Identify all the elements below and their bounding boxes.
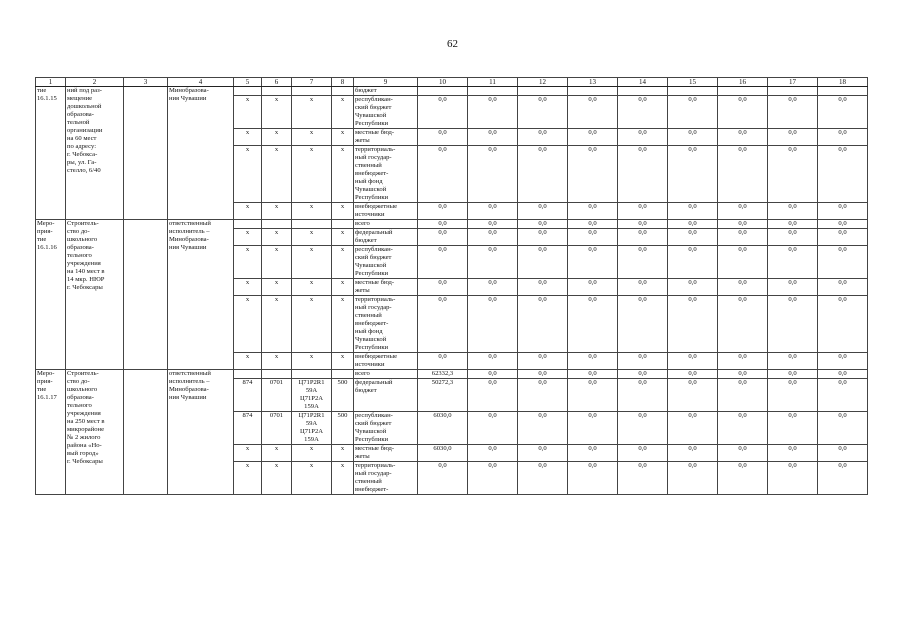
col-header: 16 — [718, 78, 768, 87]
amount-cell: 0,0 — [668, 246, 718, 279]
amount-cell: 0,0 — [768, 279, 818, 296]
amount-cell: 6030,0 — [418, 412, 468, 445]
section-code-cell: 0701 — [262, 379, 292, 412]
col-header: 6 — [262, 78, 292, 87]
amount-cell: 0,0 — [768, 229, 818, 246]
amount-cell: 0,0 — [518, 229, 568, 246]
amount-cell: 0,0 — [468, 379, 518, 412]
expense-type-cell — [332, 370, 354, 379]
expense-type-cell — [332, 87, 354, 96]
amount-cell — [568, 87, 618, 96]
amount-cell: 0,0 — [518, 96, 568, 129]
funding-source-cell: республикан- ский бюджет Чувашской Республики — [354, 246, 418, 279]
table-row — [36, 87, 868, 96]
amount-cell: 0,0 — [618, 246, 668, 279]
grbs-code-cell: х — [234, 353, 262, 370]
amount-cell: 0,0 — [668, 296, 718, 353]
funding-source-cell: республикан- ский бюджет Чувашской Республики — [354, 96, 418, 129]
amount-cell: 0,0 — [668, 353, 718, 370]
goal-cell — [124, 370, 168, 495]
expense-type-cell — [332, 220, 354, 229]
amount-cell: 0,0 — [418, 203, 468, 220]
table-body — [36, 78, 868, 495]
amount-cell: 0,0 — [718, 370, 768, 379]
amount-cell: 0,0 — [818, 279, 868, 296]
amount-cell: 0,0 — [518, 203, 568, 220]
grbs-code-cell: х — [234, 129, 262, 146]
amount-cell: 0,0 — [818, 246, 868, 279]
amount-cell: 0,0 — [518, 353, 568, 370]
amount-cell: 0,0 — [718, 462, 768, 495]
amount-cell: 0,0 — [568, 220, 618, 229]
amount-cell: 0,0 — [618, 203, 668, 220]
col-header: 12 — [518, 78, 568, 87]
amount-cell: 0,0 — [718, 379, 768, 412]
amount-cell: 0,0 — [468, 220, 518, 229]
grbs-code-cell: х — [234, 96, 262, 129]
amount-cell: 0,0 — [768, 412, 818, 445]
event-name-cell: Строитель- ство до- школьного образова- тельного учреждения на 140 мест в 14 мкр. НЮР г. Чебоксары — [66, 220, 124, 370]
amount-cell: 0,0 — [718, 220, 768, 229]
amount-cell: 0,0 — [618, 379, 668, 412]
grbs-code-cell: 874 — [234, 379, 262, 412]
amount-cell: 0,0 — [468, 96, 518, 129]
amount-cell: 0,0 — [568, 379, 618, 412]
grbs-code-cell: х — [234, 203, 262, 220]
funding-source-cell: территориаль- ный государ- ственный внебюджет- ный фонд Чувашской Республики — [354, 146, 418, 203]
col-header: 8 — [332, 78, 354, 87]
funding-source-cell: республикан- ский бюджет Чувашской Республики — [354, 412, 418, 445]
amount-cell: 0,0 — [668, 220, 718, 229]
amount-cell: 0,0 — [668, 129, 718, 146]
amount-cell: 0,0 — [568, 129, 618, 146]
funding-source-cell: местные бюд- жеты — [354, 279, 418, 296]
event-id-cell: тие 16.1.15 — [36, 87, 66, 220]
section-code-cell — [262, 87, 292, 96]
amount-cell: 0,0 — [518, 146, 568, 203]
amount-cell: 0,0 — [618, 129, 668, 146]
amount-cell: 0,0 — [818, 203, 868, 220]
target-article-cell: х — [292, 229, 332, 246]
amount-cell: 0,0 — [768, 129, 818, 146]
grbs-code-cell — [234, 220, 262, 229]
funding-source-cell: местные бюд- жеты — [354, 129, 418, 146]
funding-source-cell: местные бюд- жеты — [354, 445, 418, 462]
amount-cell: 0,0 — [768, 296, 818, 353]
col-header: 7 — [292, 78, 332, 87]
amount-cell — [668, 87, 718, 96]
grbs-code-cell: х — [234, 146, 262, 203]
amount-cell: 0,0 — [718, 296, 768, 353]
executor-cell: ответственный исполнитель – Минобразова- ния Чувашии — [168, 370, 234, 495]
amount-cell: 0,0 — [618, 353, 668, 370]
amount-cell: 0,0 — [618, 229, 668, 246]
amount-cell: 6030,0 — [418, 445, 468, 462]
target-article-cell — [292, 370, 332, 379]
grbs-code-cell — [234, 370, 262, 379]
executor-cell: Минобразова- ния Чувашии — [168, 87, 234, 220]
budget-table — [35, 77, 868, 495]
column-number-row — [36, 78, 868, 87]
funding-source-cell: федеральный бюджет — [354, 379, 418, 412]
amount-cell: 0,0 — [568, 246, 618, 279]
section-code-cell: х — [262, 129, 292, 146]
amount-cell: 0,0 — [518, 370, 568, 379]
col-header: 15 — [668, 78, 718, 87]
expense-type-cell: х — [332, 146, 354, 203]
expense-type-cell: 500 — [332, 412, 354, 445]
amount-cell: 0,0 — [568, 146, 618, 203]
target-article-cell: х — [292, 146, 332, 203]
amount-cell: 0,0 — [518, 379, 568, 412]
amount-cell: 0,0 — [618, 462, 668, 495]
target-article-cell: х — [292, 296, 332, 353]
amount-cell — [468, 87, 518, 96]
col-header: 9 — [354, 78, 418, 87]
grbs-code-cell: х — [234, 462, 262, 495]
section-code-cell: х — [262, 353, 292, 370]
amount-cell — [768, 87, 818, 96]
col-header: 14 — [618, 78, 668, 87]
amount-cell: 0,0 — [818, 146, 868, 203]
amount-cell: 0,0 — [468, 412, 518, 445]
amount-cell: 0,0 — [518, 462, 568, 495]
amount-cell: 0,0 — [818, 379, 868, 412]
target-article-cell: х — [292, 445, 332, 462]
amount-cell: 0,0 — [668, 203, 718, 220]
grbs-code-cell: 874 — [234, 412, 262, 445]
amount-cell: 0,0 — [818, 296, 868, 353]
section-code-cell: х — [262, 462, 292, 495]
amount-cell: 0,0 — [418, 296, 468, 353]
event-name-cell: ний под раз- мещение дошкольной образова- тельной организации на 60 мест по адресу: г. Чебокса- ры, ул. Га- стелло, 6/40 — [66, 87, 124, 220]
grbs-code-cell: х — [234, 246, 262, 279]
amount-cell: 0,0 — [618, 279, 668, 296]
amount-cell: 0,0 — [818, 462, 868, 495]
amount-cell: 0,0 — [568, 462, 618, 495]
amount-cell: 0,0 — [468, 445, 518, 462]
amount-cell: 50272,3 — [418, 379, 468, 412]
expense-type-cell: х — [332, 96, 354, 129]
amount-cell: 0,0 — [718, 412, 768, 445]
amount-cell: 0,0 — [618, 370, 668, 379]
amount-cell: 0,0 — [668, 462, 718, 495]
amount-cell: 0,0 — [818, 229, 868, 246]
amount-cell: 0,0 — [568, 96, 618, 129]
expense-type-cell: х — [332, 462, 354, 495]
amount-cell: 0,0 — [718, 96, 768, 129]
target-article-cell: х — [292, 462, 332, 495]
amount-cell: 0,0 — [468, 353, 518, 370]
target-article-cell — [292, 220, 332, 229]
col-header: 18 — [818, 78, 868, 87]
funding-source-cell: всего — [354, 220, 418, 229]
funding-source-cell: бюджет — [354, 87, 418, 96]
amount-cell: 0,0 — [618, 445, 668, 462]
amount-cell: 0,0 — [668, 146, 718, 203]
target-article-cell: х — [292, 96, 332, 129]
amount-cell: 0,0 — [618, 296, 668, 353]
amount-cell: 0,0 — [468, 203, 518, 220]
amount-cell: 0,0 — [568, 370, 618, 379]
amount-cell: 0,0 — [468, 246, 518, 279]
amount-cell: 0,0 — [568, 412, 618, 445]
amount-cell: 0,0 — [518, 412, 568, 445]
amount-cell — [518, 87, 568, 96]
amount-cell: 0,0 — [468, 462, 518, 495]
target-article-cell: х — [292, 246, 332, 279]
amount-cell: 0,0 — [768, 379, 818, 412]
amount-cell: 0,0 — [818, 129, 868, 146]
amount-cell: 0,0 — [418, 229, 468, 246]
target-article-cell: Ц71Р2R1 59А Ц71Р2А 159А — [292, 379, 332, 412]
amount-cell: 0,0 — [818, 353, 868, 370]
amount-cell: 0,0 — [518, 445, 568, 462]
grbs-code-cell: х — [234, 229, 262, 246]
expense-type-cell: х — [332, 353, 354, 370]
amount-cell: 0,0 — [818, 412, 868, 445]
amount-cell: 0,0 — [768, 203, 818, 220]
amount-cell: 0,0 — [518, 220, 568, 229]
section-code-cell: х — [262, 96, 292, 129]
col-header: 10 — [418, 78, 468, 87]
funding-source-cell: всего — [354, 370, 418, 379]
amount-cell: 0,0 — [468, 146, 518, 203]
col-header: 1 — [36, 78, 66, 87]
amount-cell: 0,0 — [618, 412, 668, 445]
amount-cell: 0,0 — [668, 379, 718, 412]
expense-type-cell: х — [332, 203, 354, 220]
amount-cell: 0,0 — [518, 246, 568, 279]
table-row — [36, 220, 868, 229]
amount-cell: 0,0 — [768, 445, 818, 462]
amount-cell: 0,0 — [768, 370, 818, 379]
amount-cell: 0,0 — [518, 129, 568, 146]
amount-cell: 0,0 — [418, 462, 468, 495]
section-code-cell: х — [262, 279, 292, 296]
target-article-cell: Ц71Р2R1 59А Ц71Р2А 159А — [292, 412, 332, 445]
amount-cell: 0,0 — [818, 370, 868, 379]
amount-cell: 0,0 — [418, 279, 468, 296]
amount-cell: 0,0 — [718, 203, 768, 220]
amount-cell: 0,0 — [768, 246, 818, 279]
amount-cell — [418, 87, 468, 96]
executor-cell: ответственный исполнитель – Минобразова- ния Чувашии — [168, 220, 234, 370]
expense-type-cell: х — [332, 445, 354, 462]
amount-cell: 0,0 — [468, 129, 518, 146]
section-code-cell — [262, 220, 292, 229]
section-code-cell: 0701 — [262, 412, 292, 445]
amount-cell: 0,0 — [668, 370, 718, 379]
amount-cell: 0,0 — [718, 146, 768, 203]
amount-cell: 0,0 — [568, 279, 618, 296]
amount-cell: 0,0 — [718, 129, 768, 146]
goal-cell — [124, 220, 168, 370]
event-name-cell: Строитель- ство до- школьного образова- тельного учреждения на 250 мест в микрорайоне № 2 жилого района «Но- вый город» г. Чебоксары — [66, 370, 124, 495]
amount-cell: 0,0 — [568, 229, 618, 246]
amount-cell: 0,0 — [768, 220, 818, 229]
funding-source-cell: внебюджетные источники — [354, 203, 418, 220]
amount-cell — [718, 87, 768, 96]
amount-cell — [818, 87, 868, 96]
section-code-cell: х — [262, 229, 292, 246]
amount-cell: 0,0 — [568, 203, 618, 220]
col-header: 2 — [66, 78, 124, 87]
amount-cell: 0,0 — [768, 96, 818, 129]
expense-type-cell: х — [332, 129, 354, 146]
amount-cell: 0,0 — [618, 96, 668, 129]
section-code-cell — [262, 370, 292, 379]
section-code-cell: х — [262, 246, 292, 279]
amount-cell: 0,0 — [618, 220, 668, 229]
col-header: 3 — [124, 78, 168, 87]
target-article-cell: х — [292, 353, 332, 370]
amount-cell: 0,0 — [468, 296, 518, 353]
amount-cell: 0,0 — [418, 246, 468, 279]
table-row — [36, 370, 868, 379]
col-header: 4 — [168, 78, 234, 87]
section-code-cell: х — [262, 296, 292, 353]
page-number: 62 — [447, 38, 458, 50]
expense-type-cell: х — [332, 246, 354, 279]
event-id-cell: Меро- прия- тие 16.1.17 — [36, 370, 66, 495]
amount-cell: 0,0 — [768, 353, 818, 370]
funding-source-cell: территориаль- ный государ- ственный внебюджет- ный фонд Чувашской Республики — [354, 296, 418, 353]
target-article-cell: х — [292, 129, 332, 146]
amount-cell: 62332,3 — [418, 370, 468, 379]
amount-cell: 0,0 — [718, 279, 768, 296]
section-code-cell: х — [262, 445, 292, 462]
grbs-code-cell: х — [234, 445, 262, 462]
amount-cell: 0,0 — [668, 229, 718, 246]
col-header: 17 — [768, 78, 818, 87]
event-id-cell: Меро- прия- тие 16.1.16 — [36, 220, 66, 370]
amount-cell: 0,0 — [668, 96, 718, 129]
amount-cell: 0,0 — [418, 96, 468, 129]
section-code-cell: х — [262, 146, 292, 203]
amount-cell: 0,0 — [768, 146, 818, 203]
target-article-cell: х — [292, 279, 332, 296]
amount-cell: 0,0 — [468, 229, 518, 246]
expense-type-cell: 500 — [332, 379, 354, 412]
amount-cell: 0,0 — [618, 146, 668, 203]
amount-cell: 0,0 — [468, 279, 518, 296]
grbs-code-cell: х — [234, 279, 262, 296]
funding-source-cell: внебюджетные источники — [354, 353, 418, 370]
amount-cell: 0,0 — [718, 246, 768, 279]
amount-cell: 0,0 — [518, 296, 568, 353]
section-code-cell: х — [262, 203, 292, 220]
amount-cell: 0,0 — [818, 445, 868, 462]
amount-cell: 0,0 — [668, 279, 718, 296]
target-article-cell — [292, 87, 332, 96]
expense-type-cell: х — [332, 296, 354, 353]
amount-cell: 0,0 — [468, 370, 518, 379]
funding-source-cell: федеральный бюджет — [354, 229, 418, 246]
amount-cell: 0,0 — [518, 279, 568, 296]
target-article-cell: х — [292, 203, 332, 220]
expense-type-cell: х — [332, 229, 354, 246]
goal-cell — [124, 87, 168, 220]
amount-cell: 0,0 — [718, 229, 768, 246]
amount-cell: 0,0 — [418, 353, 468, 370]
amount-cell: 0,0 — [818, 96, 868, 129]
amount-cell: 0,0 — [768, 462, 818, 495]
amount-cell: 0,0 — [418, 220, 468, 229]
expense-type-cell: х — [332, 279, 354, 296]
amount-cell: 0,0 — [418, 129, 468, 146]
col-header: 5 — [234, 78, 262, 87]
grbs-code-cell — [234, 87, 262, 96]
amount-cell: 0,0 — [668, 412, 718, 445]
amount-cell: 0,0 — [818, 220, 868, 229]
amount-cell: 0,0 — [568, 296, 618, 353]
amount-cell — [618, 87, 668, 96]
col-header: 13 — [568, 78, 618, 87]
col-header: 11 — [468, 78, 518, 87]
amount-cell: 0,0 — [718, 353, 768, 370]
amount-cell: 0,0 — [568, 445, 618, 462]
grbs-code-cell: х — [234, 296, 262, 353]
amount-cell: 0,0 — [418, 146, 468, 203]
amount-cell: 0,0 — [668, 445, 718, 462]
amount-cell: 0,0 — [718, 445, 768, 462]
amount-cell: 0,0 — [568, 353, 618, 370]
funding-source-cell: территориаль- ный государ- ственный внебюджет- — [354, 462, 418, 495]
